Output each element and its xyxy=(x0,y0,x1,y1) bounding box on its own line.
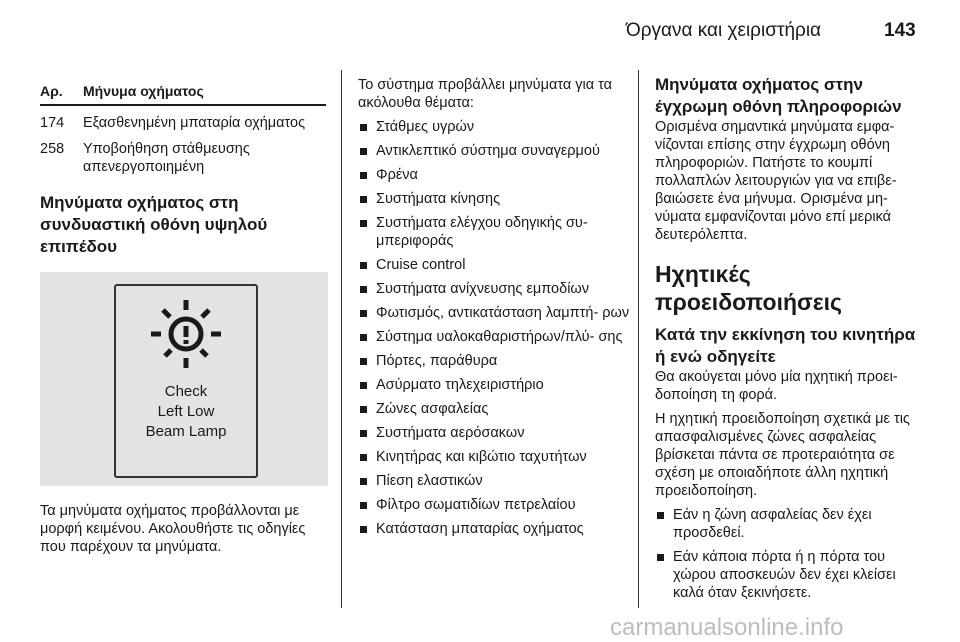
column-divider xyxy=(638,70,639,608)
paragraph: Θα ακούγεται μόνο μία ηχητική προει‑ δοποίηση τη φορά. xyxy=(655,369,898,403)
table-row xyxy=(40,114,326,132)
table-cell-text: Εξασθενημένη μπαταρία οχήματος xyxy=(83,115,306,131)
section-heading: Μηνύματα οχήματος στην έγχρωμη οθόνη πληροφοριών xyxy=(655,75,902,116)
column-right xyxy=(655,72,927,602)
list-item: Συστήματα κίνησης xyxy=(358,190,634,208)
list-item: Φρένα xyxy=(358,166,634,184)
list-item: Συστήματα ανίχνευσης εμποδίων xyxy=(358,280,634,298)
list-item: Αντικλεπτικό σύστημα συναγερμού xyxy=(358,142,634,160)
display-message xyxy=(116,382,256,442)
list-item: Πίεση ελαστικών xyxy=(358,472,634,490)
paragraph: Το σύστημα προβάλλει μηνύματα για τα ακόλουθα θέματα: xyxy=(358,77,613,111)
table-cell-text: Υποβοήθηση στάθμευσης απενεργοποιημένη xyxy=(83,141,250,175)
paragraph: Τα μηνύματα οχήματος προβάλλονται με μορφή κειμένου. Ακολουθήστε τις οδηγίες που παρέχουν τα μηνύματα. xyxy=(40,503,306,555)
low-beam-lamp-icon xyxy=(141,292,231,372)
table-cell-no: 174 xyxy=(40,115,65,131)
list-item: Εάν κάποια πόρτα ή η πόρτα του χώρου αποσκευών δεν έχει κλείσει καλά όταν ξεκινήσετε. xyxy=(655,548,927,602)
list-item: Ασύρματο τηλεχειριστήριο xyxy=(358,376,634,394)
list-item: Ζώνες ασφαλείας xyxy=(358,400,634,418)
list-item: Φωτισμός, αντικατάσταση λαμπτή‑ ρων xyxy=(358,304,634,322)
display-line: Beam Lamp xyxy=(145,423,227,440)
chapter-title: Ηχητικές προειδοποιήσεις xyxy=(655,261,843,315)
section-heading: Κατά την εκκίνηση του κινητήρα ή ενώ οδηγείτε xyxy=(655,325,916,366)
topic-list xyxy=(358,118,634,538)
list-item: Φίλτρο σωματιδίων πετρελαίου xyxy=(358,496,634,514)
list-item: Στάθμες υγρών xyxy=(358,118,634,136)
display-line: Left Low xyxy=(157,403,215,420)
table-row xyxy=(40,140,326,176)
watermark: carmanualsonline.info xyxy=(610,614,844,641)
display-panel xyxy=(114,284,258,478)
list-item: Κατάσταση μπαταρίας οχήματος xyxy=(358,520,634,538)
list-item: Cruise control xyxy=(358,256,634,274)
column-divider xyxy=(341,70,342,608)
page-header-title: Όργανα και χειριστήρια xyxy=(626,20,822,41)
page-number: 143 xyxy=(884,20,916,41)
list-item: Κινητήρας και κιβώτιο ταχυτήτων xyxy=(358,448,634,466)
list-item: Συστήματα αερόσακων xyxy=(358,424,634,442)
table-cell-no: 258 xyxy=(40,141,65,157)
list-item: Σύστημα υαλοκαθαριστήρων/πλύ‑ σης xyxy=(358,328,634,346)
column-left xyxy=(40,72,326,556)
paragraph: Ορισμένα σημαντικά μηνύματα εμφα‑ νίζονται επίσης στην έγχρωμη οθόνη πληροφοριών. Πατήστε το κουμπί πολλαπλών λειτουργιών για να επιβε‑ βαιώσετε ένα μήνυμα. Ορισμένα μη‑ νύματα εμφανίζονται μόνο επί μερικά δευτερόλεπτα. xyxy=(655,119,897,243)
warning-list xyxy=(655,506,927,602)
list-item: Συστήματα ελέγχου οδηγικής συ‑ μπεριφοράς xyxy=(358,214,634,250)
display-figure xyxy=(40,272,328,486)
list-item: Εάν η ζώνη ασφαλείας δεν έχει προσδεθεί. xyxy=(655,506,927,542)
section-heading: Μηνύματα οχήματος στη συνδυαστική οθόνη υψηλού επιπέδου xyxy=(40,193,268,256)
table-header-no: Αρ. xyxy=(40,83,63,99)
display-line: Check xyxy=(164,383,208,400)
table-header-message: Μήνυμα οχήματος xyxy=(83,83,204,99)
table-header xyxy=(40,82,326,106)
paragraph: Η ηχητική προειδοποίηση σχετικά με τις απασφαλισμένες ζώνες ασφαλείας βρίσκεται πάντα σε προτεραιότητα σε σχέση με οποιαδήποτε άλλη ηχητική προειδοποίηση. xyxy=(655,411,910,499)
list-item: Πόρτες, παράθυρα xyxy=(358,352,634,370)
column-middle xyxy=(358,72,634,538)
